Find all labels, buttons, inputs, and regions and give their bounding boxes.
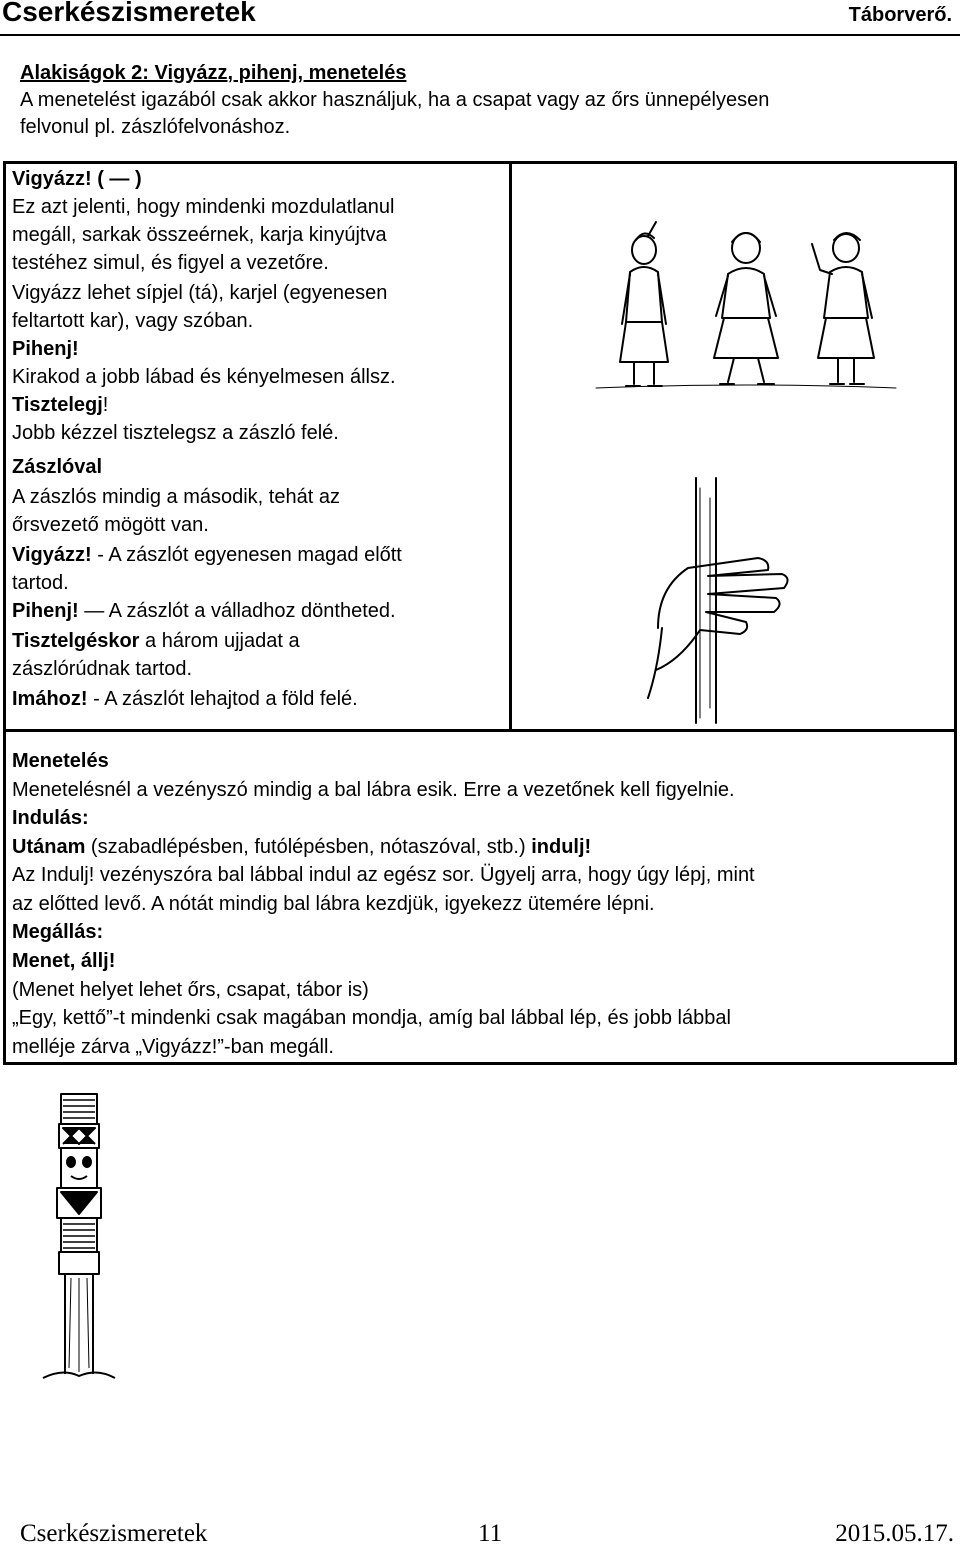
left-line-2: megáll, sarkak összeérnek, karja kinyújtva (12, 224, 387, 246)
flag-vigyazz-bold: Vigyázz! (12, 544, 92, 566)
bottom-line-6: melléje zárva „Vigyázz!”-ban megáll. (12, 1036, 334, 1058)
scout-figure-at-ease (714, 233, 778, 384)
bottom-line-3: az előtted levő. A nótát mindig bal lábra kezdjük, igyekezz ütemére lépni. (12, 893, 655, 915)
left-line-9: őrsvezető mögött van. (12, 514, 209, 536)
flag-vigyazz-text: - A zászlót egyenesen magad előtt (91, 544, 402, 566)
left-line-4: Vigyázz lehet sípjel (tá), karjel (egyenesen (12, 282, 388, 304)
page-header-right: Táborverő. (848, 4, 952, 26)
hand (656, 558, 788, 670)
bottom-line-4: (Menet helyet lehet őrs, csapat, tábor is) (12, 979, 369, 1001)
utanam-text: (szabadlépésben, futólépésben, nótaszóval, stb.) (85, 836, 532, 858)
left-line-6: Kirakod a jobb lábad és kényelmesen állsz. (12, 366, 396, 388)
left-line-5: feltartott kar), vagy szóban. (12, 310, 254, 332)
indulj-bold: indulj! (531, 836, 592, 858)
flag-salute-line (12, 628, 300, 655)
flag-salute-text: a három ujjadat a (139, 630, 300, 652)
megallas-heading: Megállás: (12, 921, 104, 943)
flag-pihenj-bold: Pihenj! (12, 600, 79, 622)
tisztelegj-word: Tisztelegj (12, 394, 103, 416)
bottom-line-2: Az Indulj! vezényszóra bal lábbal indul az egész sor. Ügyelj arra, hogy úgy lépj, mint (12, 864, 755, 886)
intro-line-1: A menetelést igazából csak akkor használjuk, ha a csapat vagy az őrs ünnepélyesen (20, 89, 770, 111)
pihenj-heading: Pihenj! (12, 338, 79, 360)
left-line-3: testéhez simul, és figyel a vezetőre. (12, 252, 329, 274)
menetel-heading: Menetelés (12, 750, 109, 772)
flag-pray-text: - A zászlót lehajtod a föld felé. (87, 688, 358, 710)
footer-title: Cserkészismeretek (20, 1520, 208, 1547)
scout-figure-attention (620, 222, 668, 386)
section-divider (3, 729, 957, 732)
page-header-title: Cserkészismeretek (2, 0, 256, 27)
flag-pihenj-text: — A zászlót a válladhoz döntheted. (78, 600, 396, 622)
left-line-7: Jobb kézzel tisztelegsz a zászló felé. (12, 422, 339, 444)
intro-line-2: felvonul pl. zászlófelvonáshoz. (20, 116, 291, 138)
flag-vigyazz-line (12, 542, 402, 569)
flagpole-hand-illustration (648, 478, 798, 723)
flag-pihenj-line (12, 598, 396, 625)
flag-pray-bold: Imához! (12, 688, 88, 710)
left-line-8: A zászlós mindig a második, tehát az (12, 486, 340, 508)
scout-figure-salute (812, 233, 874, 384)
header-rule (0, 34, 960, 36)
menet-allj: Menet, állj! (12, 950, 116, 972)
left-line-10: tartod. (12, 572, 69, 594)
utanam-line (12, 834, 591, 861)
section-heading: Alakiságok 2: Vigyázz, pihenj, menetelés (20, 62, 407, 84)
tisztelegj-mark: ! (102, 394, 109, 416)
left-line-1: Ez azt jelenti, hogy mindenki mozdulatlanul (12, 196, 395, 218)
utanam-bold: Utánam (12, 836, 86, 858)
zaszloval-heading: Zászlóval (12, 456, 103, 478)
footer-page-number: 11 (478, 1520, 503, 1547)
left-line-11: zászlórúdnak tartod. (12, 658, 193, 680)
scouts-illustration (596, 212, 896, 402)
indulas-heading: Indulás: (12, 807, 89, 829)
flag-salute-bold: Tisztelgéskor (12, 630, 140, 652)
column-separator (509, 161, 512, 731)
vigyazz-heading: Vigyázz! ( — ) (12, 168, 142, 190)
flag-pray-line (12, 686, 358, 713)
footer-date: 2015.05.17. (835, 1520, 954, 1547)
bottom-line-1: Menetelésnél a vezényszó mindig a bal lábra esik. Erre a vezetőnek kell figyelnie. (12, 779, 735, 801)
tisztelegj-heading (12, 392, 108, 419)
totem-pole-illustration (33, 1088, 123, 1388)
bottom-line-5: „Egy, kettő”-t mindenki csak magában mondja, amíg bal lábbal lép, és jobb lábbal (12, 1007, 731, 1029)
flagpole (696, 478, 716, 723)
